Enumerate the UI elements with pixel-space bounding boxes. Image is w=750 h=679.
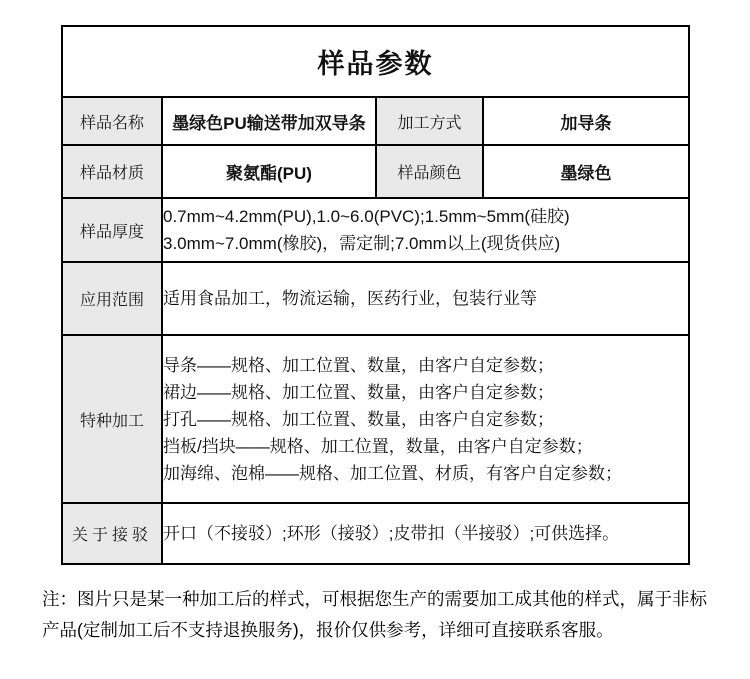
row-special-processing — [62, 335, 689, 503]
value-sample-name: 墨绿色PU输送带加双导条 — [162, 97, 376, 145]
special-processing-line-2: 裙边——规格、加工位置、数量，由客户自定参数； — [163, 382, 554, 402]
title-row — [62, 26, 689, 97]
row-sample-thickness — [62, 198, 689, 262]
footnote — [42, 584, 714, 646]
value-about-joining — [162, 503, 689, 564]
thickness-line-2: 3.0mm~7.0mm(橡胶)，需定制;7.0mm以上(现货供应) — [163, 234, 561, 253]
special-processing-line-4: 挡板/挡块——规格、加工位置，数量，由客户自定参数； — [163, 436, 593, 456]
special-processing-line-1: 导条——规格、加工位置、数量，由客户自定参数； — [163, 355, 554, 375]
label-about-joining: 关于接驳 — [62, 503, 162, 564]
application-line-1: 适用食品加工，物流运输，医药行业，包装行业等 — [163, 289, 537, 308]
label-processing-method: 加工方式 — [376, 97, 483, 145]
value-sample-color: 墨绿色 — [483, 145, 689, 198]
footnote-line-1: 注：图片只是某一种加工后的样式，可根据您生产的需要加工成其他的样式，属于非标 — [42, 589, 707, 609]
row-sample-name — [62, 97, 689, 145]
label-special-processing: 特种加工 — [62, 335, 162, 503]
footnote-line-2: 产品(定制加工后不支持退换服务)，报价仅供参考，详细可直接联系客服。 — [42, 620, 614, 640]
row-sample-material — [62, 145, 689, 198]
special-processing-line-5: 加海绵、泡棉——规格、加工位置、材质，有客户自定参数； — [163, 463, 622, 483]
special-processing-line-3: 打孔——规格、加工位置、数量，由客户自定参数； — [163, 409, 554, 429]
label-sample-name: 样品名称 — [62, 97, 162, 145]
value-application-range — [162, 262, 689, 335]
label-sample-thickness: 样品厚度 — [62, 198, 162, 262]
value-sample-thickness — [162, 198, 689, 262]
row-application-range — [62, 262, 689, 335]
label-sample-color: 样品颜色 — [376, 145, 483, 198]
sample-parameters-table — [61, 25, 690, 565]
label-application-range: 应用范围 — [62, 262, 162, 335]
label-sample-material: 样品材质 — [62, 145, 162, 198]
table-title: 样品参数 — [62, 26, 689, 97]
value-sample-material: 聚氨酯(PU) — [162, 145, 376, 198]
thickness-line-1: 0.7mm~4.2mm(PU),1.0~6.0(PVC);1.5mm~5mm(硅胶) — [163, 207, 570, 226]
about-joining-line-1: 开口（不接驳）;环形（接驳）;皮带扣（半接驳）;可供选择。 — [163, 524, 620, 543]
value-special-processing — [162, 335, 689, 503]
row-about-joining — [62, 503, 689, 564]
value-processing-method: 加导条 — [483, 97, 689, 145]
